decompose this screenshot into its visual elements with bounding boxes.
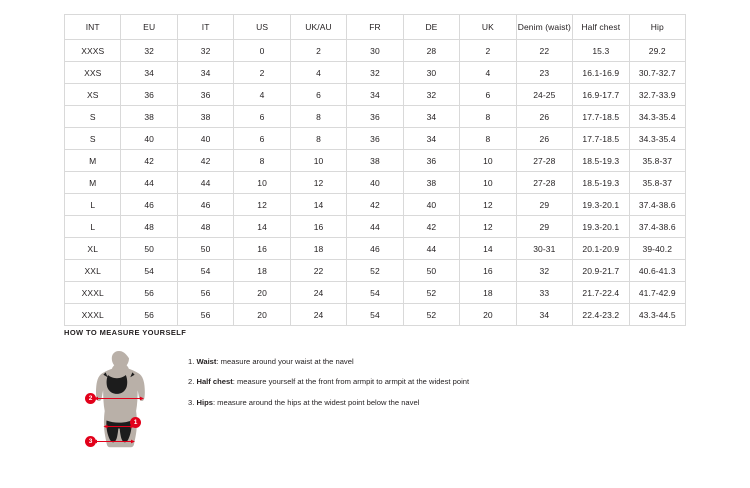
measure-steps-list	[188, 347, 469, 418]
table-cell: 23	[516, 62, 572, 84]
table-cell: 17.7-18.5	[573, 106, 629, 128]
table-cell: 8	[234, 150, 290, 172]
table-cell: 34	[403, 106, 459, 128]
table-cell: 2	[234, 62, 290, 84]
table-cell: 36	[403, 150, 459, 172]
table-cell: 24	[290, 282, 346, 304]
table-cell: 42	[347, 194, 403, 216]
table-cell-size-label: XXXL	[65, 304, 121, 326]
table-row	[65, 238, 686, 260]
table-cell: 36	[177, 84, 233, 106]
table-column-header: DE	[403, 15, 459, 40]
table-cell: 16	[234, 238, 290, 260]
table-cell: 16.1-16.9	[573, 62, 629, 84]
table-cell: 56	[121, 304, 177, 326]
table-cell: 56	[177, 304, 233, 326]
table-cell: 54	[347, 304, 403, 326]
table-cell: 52	[403, 282, 459, 304]
table-cell: 34	[121, 62, 177, 84]
table-cell: 10	[460, 150, 516, 172]
measure-step	[188, 357, 469, 367]
table-cell: 29.2	[629, 40, 685, 62]
table-cell: 12	[290, 172, 346, 194]
table-cell: 2	[460, 40, 516, 62]
table-row	[65, 62, 686, 84]
body-figure-illustration	[64, 347, 174, 457]
table-cell: 6	[460, 84, 516, 106]
table-cell: 36	[347, 106, 403, 128]
table-cell: 33	[516, 282, 572, 304]
table-cell: 14	[234, 216, 290, 238]
table-cell-size-label: L	[65, 194, 121, 216]
table-row	[65, 282, 686, 304]
table-cell: 54	[177, 260, 233, 282]
table-cell: 32	[177, 40, 233, 62]
table-header-row	[65, 15, 686, 40]
table-column-header: US	[234, 15, 290, 40]
table-cell-size-label: S	[65, 128, 121, 150]
table-cell: 50	[177, 238, 233, 260]
table-row	[65, 40, 686, 62]
table-cell: 15.3	[573, 40, 629, 62]
table-cell: 40	[403, 194, 459, 216]
table-cell: 32.7-33.9	[629, 84, 685, 106]
table-cell: 26	[516, 106, 572, 128]
measure-step-term: Hips	[196, 397, 213, 407]
measure-step-text: : measure around the hips at the widest point below the navel	[212, 397, 420, 407]
table-row	[65, 172, 686, 194]
table-cell: 38	[403, 172, 459, 194]
table-cell: 10	[234, 172, 290, 194]
table-cell: 34	[516, 304, 572, 326]
table-cell: 54	[347, 282, 403, 304]
size-chart-table-container	[64, 14, 686, 326]
measure-step-number: 2.	[188, 377, 195, 387]
table-cell: 37.4-38.6	[629, 194, 685, 216]
table-cell-size-label: XXXL	[65, 282, 121, 304]
table-cell: 40	[121, 128, 177, 150]
table-cell: 16.9-17.7	[573, 84, 629, 106]
table-cell: 44	[177, 172, 233, 194]
table-row	[65, 150, 686, 172]
table-cell: 20.9-21.7	[573, 260, 629, 282]
table-row	[65, 128, 686, 150]
table-cell-size-label: XL	[65, 238, 121, 260]
measure-step-term: Waist	[196, 357, 217, 366]
table-cell: 54	[121, 260, 177, 282]
table-cell: 10	[460, 172, 516, 194]
measure-step-number: 3.	[188, 397, 195, 407]
table-cell: 17.7-18.5	[573, 128, 629, 150]
table-cell: 41.7-42.9	[629, 282, 685, 304]
table-body	[65, 40, 686, 326]
table-cell: 56	[121, 282, 177, 304]
table-header	[65, 15, 686, 40]
table-cell: 42	[177, 150, 233, 172]
table-cell: 24-25	[516, 84, 572, 106]
table-cell: 29	[516, 194, 572, 216]
table-cell: 44	[121, 172, 177, 194]
table-row	[65, 304, 686, 326]
table-cell: 56	[177, 282, 233, 304]
table-cell: 32	[403, 84, 459, 106]
how-to-measure-body	[64, 347, 704, 457]
table-cell: 27-28	[516, 150, 572, 172]
measure-step-number: 1.	[188, 357, 195, 366]
table-cell-size-label: XXXS	[65, 40, 121, 62]
table-cell: 35.8-37	[629, 150, 685, 172]
table-cell: 20	[234, 304, 290, 326]
measure-step-text: : measure around your waist at the navel	[216, 357, 354, 366]
female-torso-icon	[64, 347, 174, 457]
table-cell: 8	[290, 128, 346, 150]
table-column-header: INT	[65, 15, 121, 40]
table-cell: 46	[121, 194, 177, 216]
table-cell: 16	[460, 260, 516, 282]
table-cell: 36	[347, 128, 403, 150]
table-cell: 19.3-20.1	[573, 216, 629, 238]
table-cell: 18.5-19.3	[573, 150, 629, 172]
table-cell: 4	[460, 62, 516, 84]
table-cell: 20	[460, 304, 516, 326]
table-cell: 30-31	[516, 238, 572, 260]
table-cell: 38	[177, 106, 233, 128]
table-cell: 34.3-35.4	[629, 128, 685, 150]
table-cell: 50	[403, 260, 459, 282]
table-cell: 39-40.2	[629, 238, 685, 260]
table-cell: 40.6-41.3	[629, 260, 685, 282]
table-cell: 30.7-32.7	[629, 62, 685, 84]
table-cell: 12	[460, 216, 516, 238]
table-cell: 32	[516, 260, 572, 282]
table-row	[65, 260, 686, 282]
table-cell: 8	[290, 106, 346, 128]
table-cell: 32	[347, 62, 403, 84]
table-cell: 22	[516, 40, 572, 62]
table-cell: 52	[347, 260, 403, 282]
table-cell: 22.4-23.2	[573, 304, 629, 326]
table-cell: 28	[403, 40, 459, 62]
table-cell: 20	[234, 282, 290, 304]
table-cell: 50	[121, 238, 177, 260]
table-cell: 42	[403, 216, 459, 238]
measure-step-term: Half chest	[196, 377, 233, 387]
table-cell: 32	[121, 40, 177, 62]
table-cell: 44	[403, 238, 459, 260]
table-cell: 0	[234, 40, 290, 62]
table-cell: 8	[460, 128, 516, 150]
table-cell: 48	[177, 216, 233, 238]
table-cell: 14	[460, 238, 516, 260]
table-column-header: FR	[347, 15, 403, 40]
table-cell: 40	[347, 172, 403, 194]
table-column-header: IT	[177, 15, 233, 40]
table-cell: 8	[460, 106, 516, 128]
table-cell-size-label: M	[65, 150, 121, 172]
table-cell: 35.8-37	[629, 172, 685, 194]
table-cell: 34	[403, 128, 459, 150]
table-cell-size-label: XS	[65, 84, 121, 106]
table-cell: 44	[347, 216, 403, 238]
table-column-header: UK	[460, 15, 516, 40]
table-cell: 6	[234, 128, 290, 150]
table-cell: 4	[234, 84, 290, 106]
table-cell: 19.3-20.1	[573, 194, 629, 216]
how-to-measure-title: HOW TO MEASURE YOURSELF	[64, 328, 187, 337]
table-cell: 22	[290, 260, 346, 282]
table-cell: 14	[290, 194, 346, 216]
table-cell-size-label: S	[65, 106, 121, 128]
table-cell: 12	[234, 194, 290, 216]
table-cell: 27-28	[516, 172, 572, 194]
table-cell: 38	[121, 106, 177, 128]
measure-step-text: : measure yourself at the front from armpit to armpit at the widest point	[232, 377, 470, 387]
table-cell: 29	[516, 216, 572, 238]
table-column-header: EU	[121, 15, 177, 40]
table-cell: 34	[177, 62, 233, 84]
table-row	[65, 216, 686, 238]
table-cell: 2	[290, 40, 346, 62]
table-cell: 18	[234, 260, 290, 282]
table-cell: 24	[290, 304, 346, 326]
measure-marker-2: 2	[85, 393, 96, 404]
table-cell: 26	[516, 128, 572, 150]
table-cell: 18	[290, 238, 346, 260]
table-column-header: Denim (waist)	[516, 15, 572, 40]
table-cell: 4	[290, 62, 346, 84]
table-cell: 34	[347, 84, 403, 106]
table-column-header: UK/AU	[290, 15, 346, 40]
table-cell: 30	[403, 62, 459, 84]
measure-marker-3: 3	[85, 436, 96, 447]
table-cell-size-label: M	[65, 172, 121, 194]
table-cell: 38	[347, 150, 403, 172]
measure-step	[188, 377, 469, 387]
table-row	[65, 194, 686, 216]
table-row	[65, 84, 686, 106]
table-cell: 12	[460, 194, 516, 216]
table-cell: 43.3-44.5	[629, 304, 685, 326]
table-cell-size-label: L	[65, 216, 121, 238]
table-cell: 18.5-19.3	[573, 172, 629, 194]
table-cell: 16	[290, 216, 346, 238]
table-cell: 6	[290, 84, 346, 106]
table-column-header: Hip	[629, 15, 685, 40]
table-cell: 46	[177, 194, 233, 216]
table-cell: 36	[121, 84, 177, 106]
table-cell: 42	[121, 150, 177, 172]
how-to-measure-section	[64, 328, 704, 457]
table-cell: 30	[347, 40, 403, 62]
table-cell-size-label: XXS	[65, 62, 121, 84]
table-cell: 48	[121, 216, 177, 238]
table-cell: 52	[403, 304, 459, 326]
table-cell: 6	[234, 106, 290, 128]
table-cell: 46	[347, 238, 403, 260]
table-cell: 10	[290, 150, 346, 172]
measure-step	[188, 398, 469, 408]
size-chart-table	[64, 14, 686, 326]
table-cell: 40	[177, 128, 233, 150]
table-cell: 20.1-20.9	[573, 238, 629, 260]
table-row	[65, 106, 686, 128]
table-cell-size-label: XXL	[65, 260, 121, 282]
table-cell: 37.4-38.6	[629, 216, 685, 238]
table-cell: 21.7-22.4	[573, 282, 629, 304]
table-cell: 18	[460, 282, 516, 304]
table-column-header: Half chest	[573, 15, 629, 40]
measure-marker-1: 1	[130, 417, 141, 428]
table-cell: 34.3-35.4	[629, 106, 685, 128]
